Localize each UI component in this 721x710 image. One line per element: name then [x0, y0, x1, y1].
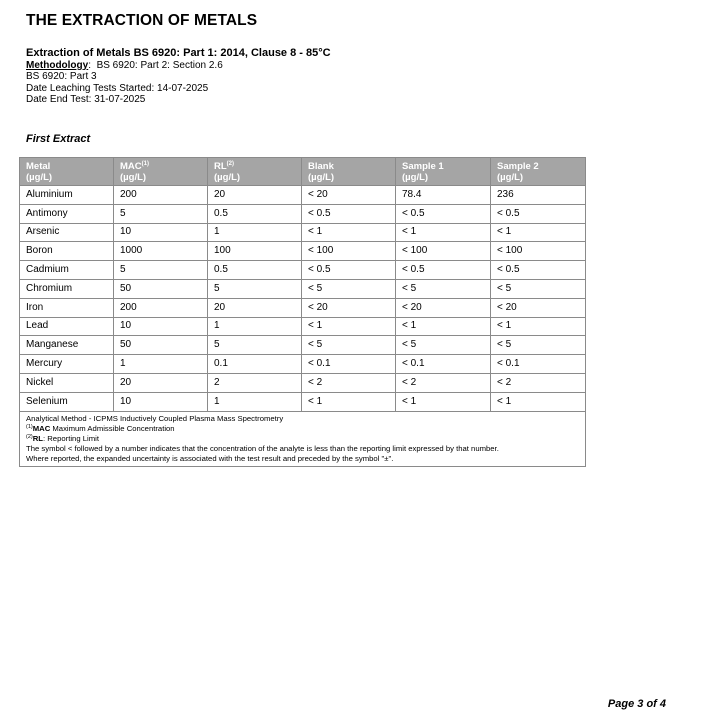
value-cell: < 1: [491, 392, 586, 411]
value-cell: < 20: [302, 186, 396, 205]
value-cell: < 1: [396, 223, 491, 242]
table-row: [20, 261, 586, 280]
value-cell: 100: [208, 242, 302, 261]
column-header-label: Sample 2: [497, 161, 539, 172]
column-header-unit: (µg/L): [214, 172, 241, 183]
value-cell: 1: [208, 317, 302, 336]
value-cell: < 5: [491, 279, 586, 298]
value-cell: < 20: [491, 298, 586, 317]
note-mac-sup: (1): [26, 423, 33, 430]
value-cell: < 20: [302, 298, 396, 317]
value-cell: 10: [114, 317, 208, 336]
column-header-unit: (µg/L): [120, 172, 147, 183]
value-cell: 200: [114, 298, 208, 317]
value-cell: < 1: [302, 317, 396, 336]
value-cell: < 1: [302, 392, 396, 411]
metal-name-cell: Boron: [20, 242, 114, 261]
column-header-unit: (µg/L): [26, 172, 53, 183]
section-title: First Extract: [26, 133, 91, 145]
value-cell: < 5: [302, 279, 396, 298]
note-symbol: The symbol < followed by a number indicates that the concentration of the analyte is less than the reporting limit expressed by that number.: [26, 443, 499, 453]
value-cell: < 5: [302, 336, 396, 355]
table-row: [20, 223, 586, 242]
column-header-label: MAC: [120, 161, 142, 172]
value-cell: < 20: [396, 298, 491, 317]
value-cell: < 1: [491, 317, 586, 336]
note-mac: [26, 424, 579, 434]
metal-name-cell: Selenium: [20, 392, 114, 411]
value-cell: 50: [114, 336, 208, 355]
value-cell: 236: [491, 186, 586, 205]
value-cell: < 2: [302, 373, 396, 392]
value-cell: 0.1: [208, 355, 302, 374]
document-title: THE EXTRACTION OF METALS: [26, 12, 258, 29]
value-cell: 20: [208, 298, 302, 317]
value-cell: < 0.5: [396, 261, 491, 280]
table-row: [20, 373, 586, 392]
header-block: [26, 47, 331, 106]
value-cell: < 0.5: [302, 261, 396, 280]
value-cell: < 0.5: [491, 261, 586, 280]
value-cell: < 0.5: [491, 204, 586, 223]
value-cell: 50: [114, 279, 208, 298]
metal-name-cell: Chromium: [20, 279, 114, 298]
metal-name-cell: Nickel: [20, 373, 114, 392]
column-header: [302, 158, 396, 186]
table-body: [20, 186, 586, 412]
column-header: [208, 158, 302, 186]
value-cell: 5: [114, 204, 208, 223]
metal-name-cell: Antimony: [20, 204, 114, 223]
methodology-value: BS 6920: Part 2: Section 2.6: [96, 59, 223, 71]
value-cell: 5: [114, 261, 208, 280]
value-cell: < 100: [396, 242, 491, 261]
value-cell: 10: [114, 223, 208, 242]
note-mac-text: Maximum Admissible Concentration: [52, 423, 175, 433]
column-header-label: Blank: [308, 161, 334, 172]
value-cell: < 5: [396, 279, 491, 298]
metal-name-cell: Cadmium: [20, 261, 114, 280]
note-method: Analytical Method - ICPMS Inductively Coupled Plasma Mass Spectrometry: [26, 413, 284, 423]
value-cell: 0.5: [208, 204, 302, 223]
column-header-footnote-ref: (1): [141, 161, 149, 167]
value-cell: < 2: [396, 373, 491, 392]
table-row: [20, 355, 586, 374]
column-header: [114, 158, 208, 186]
value-cell: < 0.5: [396, 204, 491, 223]
metal-name-cell: Mercury: [20, 355, 114, 374]
value-cell: 20: [114, 373, 208, 392]
methodology-line: Methodology: BS 6920: Part 2: Section 2.6: [26, 59, 223, 71]
note-mac-label: MAC: [32, 423, 51, 433]
metal-name-cell: Arsenic: [20, 223, 114, 242]
value-cell: < 100: [302, 242, 396, 261]
value-cell: 1: [208, 223, 302, 242]
results-table: [19, 157, 586, 467]
value-cell: 20: [208, 186, 302, 205]
value-cell: < 1: [302, 223, 396, 242]
metal-name-cell: Lead: [20, 317, 114, 336]
value-cell: 1: [208, 392, 302, 411]
table-row: [20, 204, 586, 223]
note-rl-sup: (2): [26, 433, 33, 440]
table-row: [20, 392, 586, 411]
table-row: [20, 317, 586, 336]
value-cell: 1000: [114, 242, 208, 261]
column-header: [396, 158, 491, 186]
column-header-label: Metal: [26, 161, 51, 172]
column-header: [20, 158, 114, 186]
table-row: [20, 336, 586, 355]
table-row: [20, 279, 586, 298]
note-rl: [26, 434, 579, 444]
value-cell: 5: [208, 336, 302, 355]
value-cell: 2: [208, 373, 302, 392]
value-cell: 1: [114, 355, 208, 374]
value-cell: < 0.1: [491, 355, 586, 374]
column-header-label: RL: [214, 161, 227, 172]
date-end: Date End Test: 31-07-2025: [26, 94, 146, 105]
value-cell: < 100: [491, 242, 586, 261]
date-started: Date Leaching Tests Started: 14-07-2025: [26, 82, 209, 94]
document-subtitle: Extraction of Metals BS 6920: Part 1: 2014, Clause 8 - 85°C: [26, 47, 331, 59]
table-row: [20, 186, 586, 205]
column-header: [491, 158, 586, 186]
table-header-row: [20, 158, 586, 186]
value-cell: 10: [114, 392, 208, 411]
value-cell: < 1: [491, 223, 586, 242]
value-cell: < 0.1: [396, 355, 491, 374]
notes-row: [20, 411, 586, 466]
table-row: [20, 298, 586, 317]
value-cell: < 5: [396, 336, 491, 355]
page-number: Page 3 of 4: [607, 698, 666, 710]
column-header-unit: (µg/L): [497, 172, 524, 183]
metal-name-cell: Iron: [20, 298, 114, 317]
metal-name-cell: Aluminium: [20, 186, 114, 205]
value-cell: 5: [208, 279, 302, 298]
column-header-label: Sample 1: [402, 161, 444, 172]
value-cell: < 5: [491, 336, 586, 355]
value-cell: < 0.1: [302, 355, 396, 374]
value-cell: < 2: [491, 373, 586, 392]
value-cell: < 0.5: [302, 204, 396, 223]
note-rl-label: RL: [32, 433, 43, 443]
column-header-footnote-ref: (2): [226, 161, 235, 167]
part-line: BS 6920: Part 3: [26, 71, 97, 82]
note-uncertainty: Where reported, the expanded uncertainty is associated with the test result and preceded by the symbol "±".: [26, 453, 394, 463]
table-notes: [20, 411, 586, 466]
value-cell: < 1: [396, 392, 491, 411]
metal-name-cell: Manganese: [20, 336, 114, 355]
value-cell: 200: [114, 186, 208, 205]
column-header-unit: (µg/L): [308, 172, 335, 183]
value-cell: 78.4: [396, 186, 491, 205]
value-cell: < 1: [396, 317, 491, 336]
note-rl-text: : Reporting Limit: [42, 433, 99, 443]
value-cell: 0.5: [208, 261, 302, 280]
methodology-label: Methodology: [26, 59, 89, 71]
table-row: [20, 242, 586, 261]
column-header-unit: (µg/L): [402, 172, 429, 183]
